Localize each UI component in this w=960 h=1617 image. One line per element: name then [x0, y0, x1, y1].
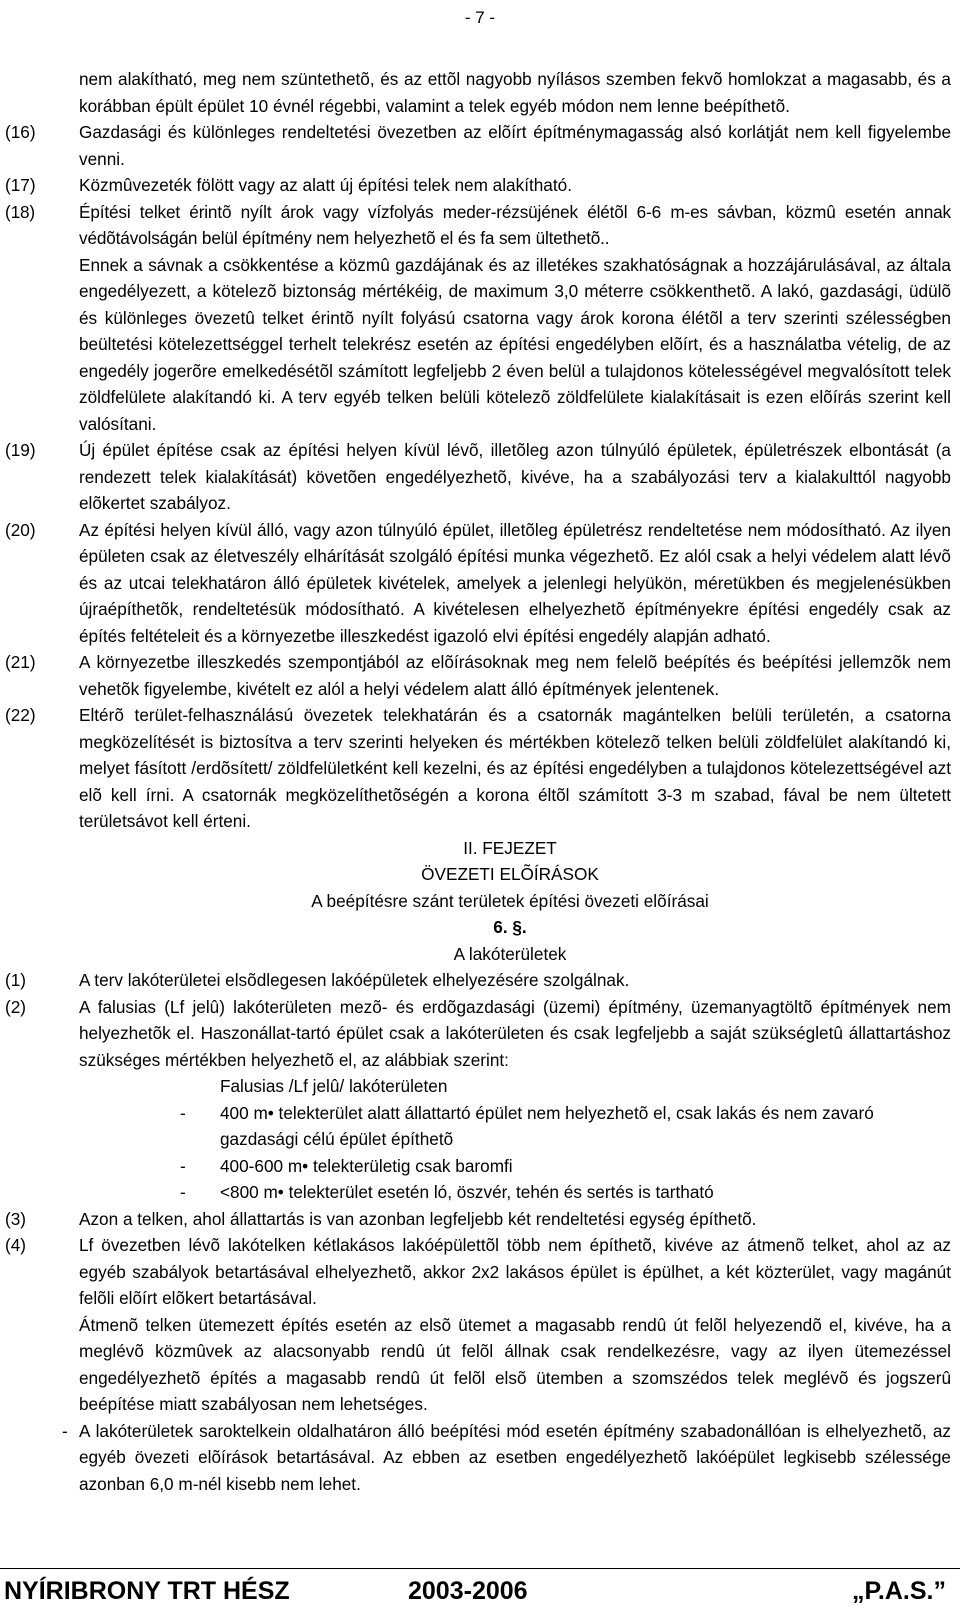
- paragraph-4-continuation: [0, 1312, 951, 1418]
- paragraph-17: [0, 172, 951, 199]
- chapter-subtitle: A beépítésre szánt területek építési övezeti elõírásai: [311, 890, 709, 911]
- chapter-title: ÖVEZETI ELÕÍRÁSOK: [421, 864, 599, 884]
- paragraph-number: (16): [5, 122, 36, 142]
- paragraph-number: (19): [5, 440, 36, 460]
- paragraph-number: (2): [5, 996, 27, 1017]
- paragraph-text: A környezetbe illeszkedés szempontjából az elõírásoknak meg nem felelõ beépítés és beépítési jellemzõk nem vehetõk figyelembe, kivételt ez alól a helyi védelem alatt álló építmények jelentenek.: [79, 652, 951, 699]
- list-item-text: 400-600 m• telekterületig csak baromfi: [220, 1155, 513, 1176]
- section-paragraph-2: [0, 994, 951, 1074]
- footer-years: 2003-2006: [408, 1577, 528, 1605]
- intro-paragraph: [0, 66, 951, 119]
- section-title: A lakóterületek: [453, 943, 567, 964]
- dash-marker: -: [62, 1420, 68, 1441]
- dash-marker: -: [180, 1182, 186, 1202]
- paragraph-number: (20): [5, 519, 36, 540]
- list-item-text: <800 m• telekterület esetén ló, öszvér, tehén és sertés is tartható: [220, 1182, 714, 1202]
- falusias-list-item: [0, 1100, 930, 1153]
- paragraph-text: Az építési helyen kívül álló, vagy azon túlnyúló épület, illetõleg épületrész rendeltetése nem módosítható. Az ilyen épületen csak az életveszély elhárítását szolgáló építési munka végezhetõ. Ez alól csak a helyi védelem alatt lévõ és az utcai telekhatáron álló épületek kivételek, amelyek a jelenlegi helyükön, méretükben és megjelenésükben újraépíthetõk, rendeltetésük módosítható. A kivételesen elhelyezhetõ építményekre építési engedély csak az építés feltételeit és a környezetbe illeszkedést igazoló elvi építési engedély alapján adható.: [79, 519, 951, 646]
- chapter-number: II. FEJEZET: [463, 837, 557, 858]
- document-body: [0, 66, 960, 1497]
- falusias-list-item: [0, 1179, 930, 1206]
- final-dash-item: [0, 1418, 951, 1498]
- falusias-heading: Falusias /Lf jelû/ lakóterületen: [220, 1076, 448, 1096]
- paragraph-number: (22): [5, 705, 36, 725]
- intro-text: nem alakítható, meg nem szüntethetõ, és az ettõl nagyobb nyílásos szemben fekvõ homlokzat a magasabb, és a korábban épült épület 10 évnél régebbi, valamint a telek egyéb módon nem lenne beépíthetõ.: [79, 69, 951, 116]
- paragraph-number: (17): [5, 175, 36, 195]
- paragraph-number: (18): [5, 201, 35, 222]
- footer-author: „P.A.S.”: [851, 1577, 946, 1605]
- paragraph-text: Ennek a sávnak a csökkentése a közmû gazdájának és az illetékes szakhatóságnak a hozzájárulásával, az általa engedélyezett, a kötelezõ biztonság mértékéig, de maximum 3,0 méterre csökkenthetõ. A lakó, gazdasági, üdülõ és különleges övezetû telket érintõ nyílt folyású csatorna vagy árok korona élétõl a terv szerinti szélességben beültetési kötelezettséggel terhelt telekrész esetén az építési engedélyben elõírt, és a használatba vételig, de az engedély jogerõre emelkedésétõl számított legfeljebb 2 éven belül a tulajdonos kötelességével megvalósított telek zöldfelülete alakítandó ki. A terv egyéb telken belüli kötelezõ zöldfelülete kialakításait is ezen elõírás szerint kell valósítani.: [79, 254, 951, 434]
- falusias-list-item: [0, 1153, 930, 1180]
- paragraph-number: (21): [5, 652, 36, 672]
- paragraph-4: [0, 1232, 951, 1312]
- paragraph-20: [0, 517, 951, 650]
- paragraph-text: Építési telket érintõ nyílt árok vagy vízfolyás meder-rézsüjének élétõl 6-6 m-es sávban, közmû esetén annak védõtávolságán belül építmény nem helyezhetõ el és fa sem ültethetõ..: [79, 201, 951, 248]
- paragraph-text: A terv lakóterületei elsõdlegesen lakóépületek elhelyezésére szolgálnak.: [79, 970, 630, 990]
- paragraph-text: Azon a telken, ahol állattartás is van azonban legfeljebb két rendeltetési egység építhetõ.: [79, 1208, 757, 1229]
- paragraph-19: [0, 437, 951, 517]
- paragraph-text: Átmenõ telken ütemezett építés esetén az elsõ ütemet a magasabb rendû út felõl helyezendõ el, kivéve, ha a meglévõ közmûvek az alacsonyabb rendû út felõl állnak csak rendelkezésre, vagy az ilyen ütemezéssel engedélyezhetõ építés a magasabb rendû út felõl elsõ ütemben a szomszédos telek meglévõ és jogszerû beépítése miatt szabályosan nem lehetséges.: [79, 1314, 951, 1414]
- paragraph-text: Eltérõ terület-felhasználású övezetek telekhatárán és a csatornák magántelken belüli területén, a csatorna megközelítését is biztosítva a terv szerinti helyeken és mértékben kötelezõ telken belüli zöldfelület alakítandó ki, melyet fásított /erdõsített/ zöldfelületként kell kezelni, és az építési engedélyben a tulajdonos kötelezettségével azt elõ kell írni. A csatornák megközelíthetõségén a korona éltõl számított 3-3 m szabad, fával be nem ültetett területsávot kell érteni.: [79, 705, 951, 831]
- paragraph-text: Új épület építése csak az építési helyen kívül lévõ, illetõleg azon túlnyúló épületek, épületrészek elbontását (a rendezett telek kialakítását) követõen engedélyezhetõ, kivéve, ha a szabályozási terv a kialakulttól nagyobb elõkertet szabályoz.: [79, 440, 951, 513]
- section-paragraph-1: [0, 967, 951, 994]
- paragraph-text: A falusias (Lf jelû) lakóterületen mezõ- és erdõgazdasági (üzemi) építmény, üzemanyagtöltõ építmények nem helyezhetõk el. Haszonállat-tartó épület csak a lakóterületen és csak legfeljebb a saját szükségletû állattartáshoz szükséges mértékben helyezhetõ el, az alábbiak szerint:: [79, 996, 951, 1070]
- section-number: 6. §.: [493, 917, 527, 937]
- paragraph-number: (3): [5, 1208, 27, 1229]
- paragraph-22: [0, 702, 951, 835]
- page-footer: [0, 1565, 960, 1605]
- paragraph-text: Közmûvezeték fölött vagy az alatt új építési telek nem alakítható.: [79, 175, 572, 195]
- paragraph-18: [0, 199, 951, 252]
- list-item-text: 400 m• telekterület alatt állattartó épület nem helyezhetõ el, csak lakás és nem zavaró gazdasági célú épület építhetõ: [220, 1102, 874, 1149]
- list-item-text: A lakóterületek saroktelkein oldalhatáron álló beépítési mód esetén építmény szabadonállóan is elhelyezhetõ, az egyéb övezeti elõírások betartásával. Az ebben az esetben engedélyezhetõ lakóépület legkisebb szélessége azonban 6,0 m-nél kisebb nem lehet.: [79, 1420, 951, 1494]
- paragraph-text: Lf övezetben lévõ lakótelken kétlakásos lakóépülettõl több nem építhetõ, kivéve az átmenõ telket, ahol az az egyéb szabályok betartásával elhelyezhetõ, akkor 2x2 lakásos épület is épülhet, a két közterület, vagy magánút felõli elõírt elõkert betartásával.: [79, 1235, 951, 1308]
- paragraph-number: (1): [5, 970, 27, 990]
- dash-marker: -: [180, 1155, 186, 1176]
- paragraph-text: Gazdasági és különleges rendeltetési övezetben az elõírt építménymagasság alsó korlátját nem kell figyelembe venni.: [79, 122, 951, 169]
- footer-title: NYÍRIBRONY TRT HÉSZ: [4, 1577, 290, 1605]
- dash-marker: -: [180, 1102, 186, 1123]
- paragraph-18-continuation: [0, 252, 951, 438]
- chapter-heading: [0, 835, 960, 968]
- page-number: - 7 -: [464, 8, 496, 27]
- paragraph-3: [0, 1206, 951, 1233]
- paragraph-number: (4): [5, 1235, 27, 1255]
- paragraph-16: [0, 119, 951, 172]
- paragraph-21: [0, 649, 951, 702]
